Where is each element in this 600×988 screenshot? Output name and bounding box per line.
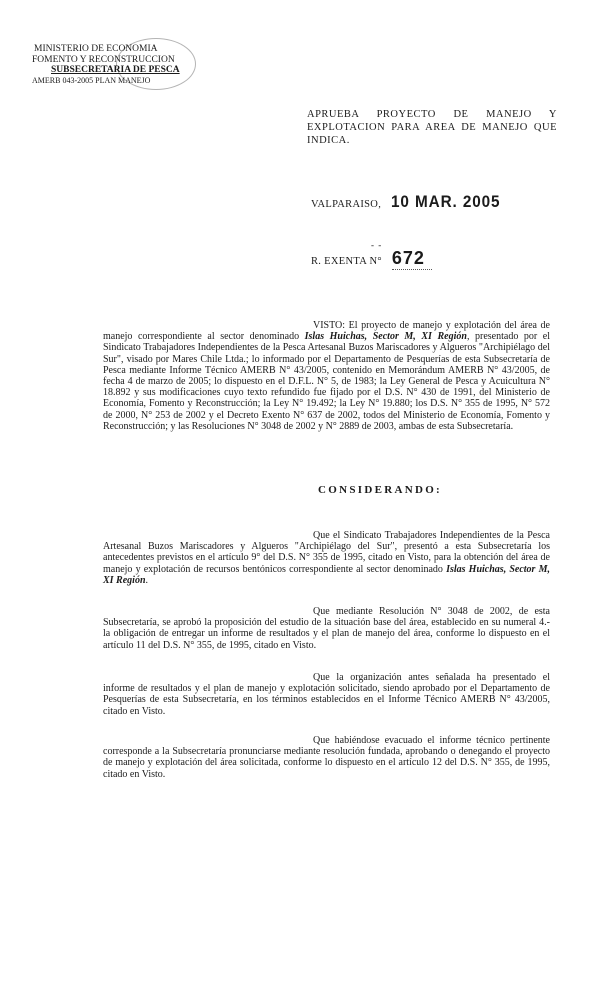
paragraph1-sector: Islas Huichas, Sector M, XI Región <box>103 563 550 586</box>
letterhead <box>20 44 210 86</box>
paragraph1-text: Que el Sindicato Trabajadores Independientes de la Pesca Artesanal Buzos Mariscadores y Algueros "Archipiélago del Sur", presentó a esta Subsecretaría los antecedentes previstos en el artículo 9° del D.S. N° 355 de 1995, citado en Visto, para la obtención del área de manejo y explotación de recursos bentónicos correspondiente al sector denominado <box>103 530 550 575</box>
visto-paragraph <box>103 320 550 432</box>
resolution-number <box>311 240 432 270</box>
letterhead-reference: AMERB 043-2005 PLAN MANEJO <box>32 75 151 85</box>
resolution-label: R. EXENTA N° <box>311 256 382 267</box>
letterhead-subsecretaria: SUBSECRETARIA DE PESCA <box>51 65 180 75</box>
dateline-place: VALPARAISO, <box>311 199 382 210</box>
dateline-date-stamp: 10 MAR. 2005 <box>391 192 501 211</box>
letterhead-ministry-continued: FOMENTO Y RECONSTRUCCION <box>32 54 175 65</box>
considerando-paragraph-2: Que mediante Resolución N° 3048 de 2002, de esta Subsecretaría, se aprobó la proposición del estudio de la situación base del área, establecido en su numeral 4.- la obligación de entregar un informe de resultados y el plan de manejo del área, conforme lo dispuesto en el artículo 11 del D.S. N° 355, de 1995, citado en Visto. <box>103 606 550 651</box>
dateline <box>311 192 513 212</box>
considerando-paragraph-4: Que habiéndose evacuado el informe técnico pertinente corresponde a la Subsecretaría pronunciarse mediante resolución fundada, aprobando o denegando el proyecto de manejo y explotación del área solicitada, conforme lo dispuesto en el artículo 12 del D.S. N° 355, de 1995, citado en Visto. <box>103 735 550 780</box>
visto-heading: VISTO: <box>313 320 346 331</box>
resolution-number-value: 672 <box>392 248 432 270</box>
letterhead-ministry: MINISTERIO DE ECONOMIA <box>34 44 158 54</box>
considerando-paragraph-3: Que la organización antes señalada ha presentado el informe de resultados y el plan de manejo y explotación solicitado, siendo aprobado por el Departamento de Pesquerías de esta Subsecretaría, en los términos establecidos en el Informe Técnico AMERB N° 43/2005, citado en Visto. <box>103 672 550 717</box>
considerando-heading: CONSIDERANDO: <box>318 484 443 496</box>
visto-text-part2: , presentado por el Sindicato Trabajadores Independientes de la Pesca Artesanal Buzos Mariscadores y Algueros "Archipiélago del Sur", visado por Mares Chile Ltda.; lo informado por el Departamento de Pesquerías de esta Subsecretaría de Pesca mediante Informe Técnico AMERB N° 43/2005, contenido en Memorándum AMERB N° 43/2005, de fecha 4 de marzo de 2005; lo dispuesto en el D.F.L. N° 5, de 1983; la Ley General de Pesca y Acuicultura N° 18.892 y sus modificaciones cuyo texto refundido fue fijado por el D.S. N° 430 de 1991, del Ministerio de Economía, Fomento y Reconstrucción; la Ley N° 19.492; la Ley N° 19.880; los D.S. N° 355 de 1995, N° 572 de 2000, N° 253 de 2002 y el Decreto Exento N° 637 de 2002, todos del Ministerio de Economía, Fomento y Reconstrucción; y las Resoluciones N° 3048 de 2002 y N° 2889 de 2003, ambas de esta Subsecretaría. <box>103 331 550 432</box>
paragraph1-end: . <box>145 574 149 586</box>
visto-text-part1: El proyecto de manejo y explotación del área de manejo correspondiente al sector denominado <box>103 320 550 343</box>
considerando-paragraph-1 <box>103 530 550 586</box>
visto-sector: Islas Huichas, Sector M, XI Región <box>304 331 467 343</box>
resolution-mark: - - <box>371 240 383 250</box>
document-summary: APRUEBA PROYECTO DE MANEJO Y EXPLOTACION PARA AREA DE MANEJO QUE INDICA. <box>307 109 557 146</box>
